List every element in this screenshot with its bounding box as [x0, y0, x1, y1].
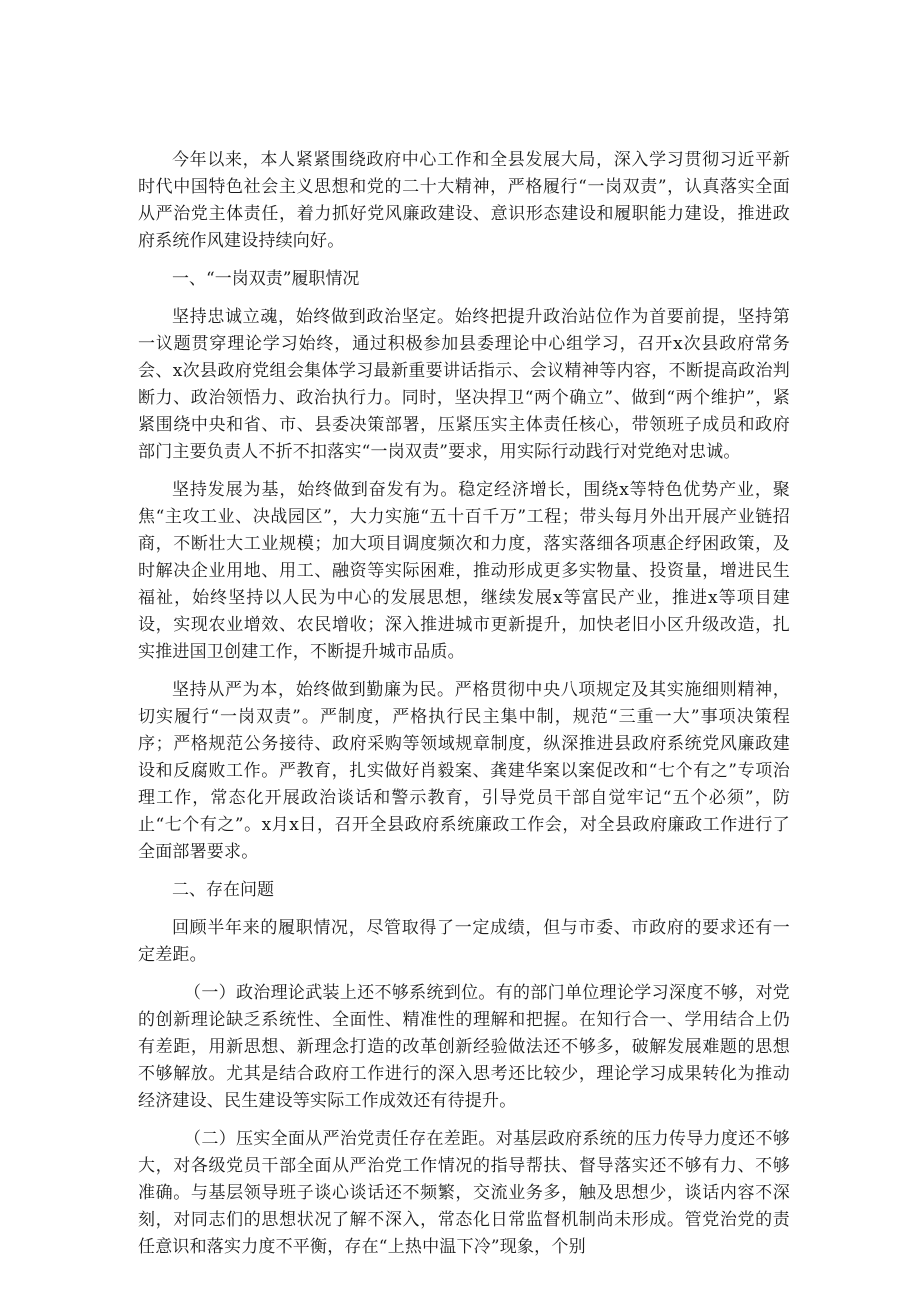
section-2-heading: 二、存在问题 — [172, 880, 274, 900]
intro-paragraph: 今年以来，本人紧紧围绕政府中心工作和全县发展大局，深入学习贯彻习近平新时代中国特色社会主义思想和党的二十大精神，严格履行“一岗双责”，认真落实全面从严治党主体责任，着力抓好党风廉政建设、意识形态建设和履职能力建设，推进政府系统作风建设持续向好。 — [138, 150, 790, 251]
section-1-paragraph-3: 坚持从严为本，始终做到勤廉为民。严格贯彻中央八项规定及其实施细则精神，切实履行“一岗双责”。严制度，严格执行民主集中制，规范“三重一大”事项决策程序；严格规范公务接待、政府采购等领域规章制度，纵深推进县政府系统党风廉政建设和反腐败工作。严教育，扎实做好肖毅案、龚建华案以案促改和“七个有之”专项治理工作，常态化开展政治谈话和警示教育，引导党员干部自觉牢记“五个必须”，防止“七个有之”。x月x日，召开全县政府系统廉政工作会，对全县政府廉政工作进行了全面部署要求。 — [138, 680, 790, 862]
section-1-paragraph-2: 坚持发展为基，始终做到奋发有为。稳定经济增长，围绕x等特色优势产业，聚焦“主攻工业、决战园区”，大力实施“五十百千万”工程；带头每月外出开展产业链招商，不断壮大工业规模；加大项目调度频次和力度，落实落细各项惠企纾困政策，及时解决企业用地、用工、融资等实际困难，推动形成更多实物量、投资量，增进民生福祉，始终坚持以人民为中心的发展思想，继续发展x等富民产业，推进x等项目建设，实现农业增效、农民增收；深入推进城市更新提升，加快老旧小区升级改造，扎实推进国卫创建工作，不断提升城市品质。 — [138, 480, 790, 662]
section-2-item-1: （一）政治理论武装上还不够系统到位。有的部门单位理论学习深度不够，对党的创新理论缺乏系统性、全面性、精准性的理解和把握。在知行合一、学用结合上仍有差距，用新思想、新理念打造的改革创新经验做法还不够多，破解发展难题的思想不够解放。尤其是结合政府工作进行的深入思考还比较少，理论学习成果转化为推动经济建设、民生建设等实际工作成效还有待提升。 — [138, 983, 790, 1111]
section-2-intro: 回顾半年来的履职情况，尽管取得了一定成绩，但与市委、市政府的要求还有一定差距。 — [138, 918, 790, 965]
section-1-heading: 一、“一岗双责”履职情况 — [172, 269, 360, 289]
section-1-paragraph-1: 坚持忠诚立魂，始终做到政治坚定。始终把提升政治站位作为首要前提，坚持第一议题贯穿理论学习始终，通过积极参加县委理论中心组学习，召开x次县政府常务会、x次县政府党组会集体学习最新重要讲话指示、会议精神等内容，不断提高政治判断力、政治领悟力、政治执行力。同时，坚决捍卫“两个确立”、做到“两个维护”，紧紧围绕中央和省、市、县委决策部署，压紧压实主体责任核心，带领班子成员和政府部门主要负责人不折不扣落实“一岗双责”要求，用实际行动践行对党绝对忠诚。 — [138, 307, 790, 462]
section-2-item-2: （二）压实全面从严治党责任存在差距。对基层政府系统的压力传导力度还不够大，对各级党员干部全面从严治党工作情况的指导帮扶、督导落实还不够有力、不够准确。与基层领导班子谈心谈话还不频繁，交流业务多，触及思想少，谈话内容不深刻，对同志们的思想状况了解不深入，常态化日常监督机制尚未形成。管党治党的责任意识和落实力度不平衡，存在“上热中温下冷”现象，个别 — [138, 1129, 790, 1257]
document-body — [138, 147, 790, 1261]
